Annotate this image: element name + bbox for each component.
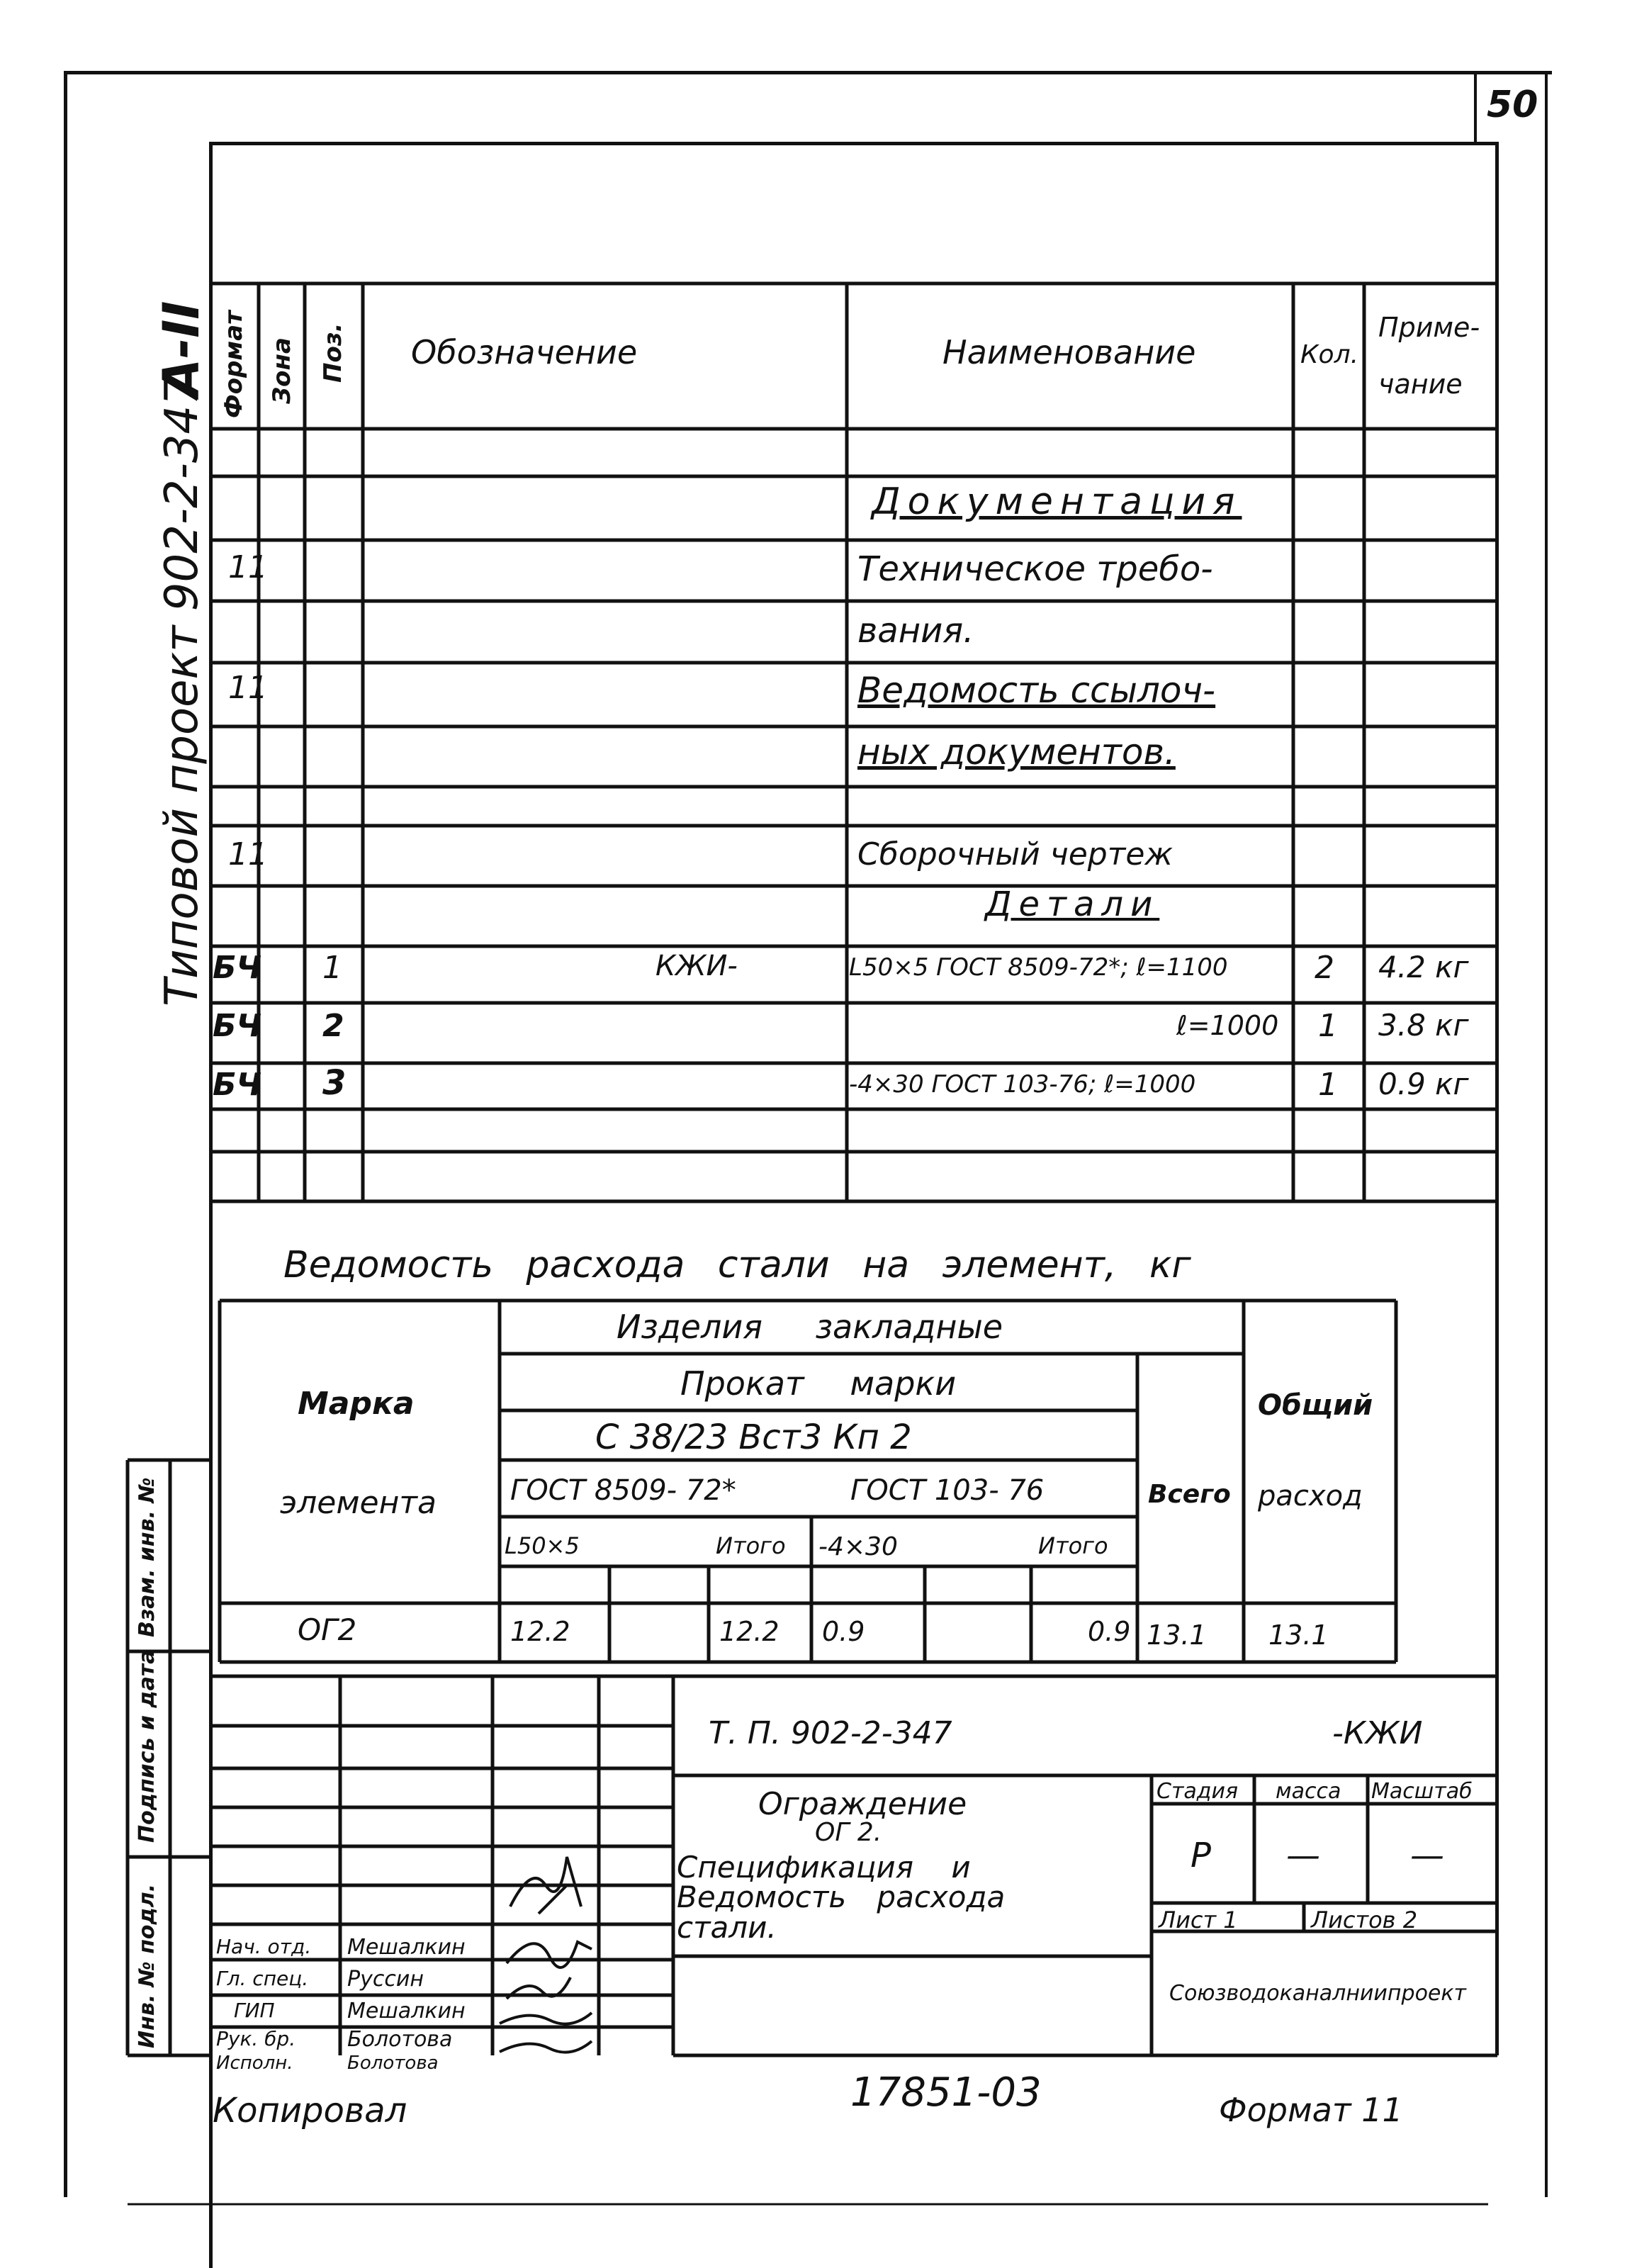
hdr-format: Формат [220, 310, 248, 418]
steel-row-v3: 12.2 [719, 1616, 780, 1647]
stamp-title-4: Ведомость расхода [677, 1880, 1006, 1914]
steel-itogo-2: Итого [1038, 1532, 1108, 1559]
stamp-scale: — [1410, 1836, 1444, 1875]
steel-products: Изделия закладные [617, 1308, 1003, 1346]
stamp-org: Союзводоканалниипроект [1169, 1981, 1466, 2006]
row-name: Техническое требо- [857, 549, 1213, 589]
row-name: Ведомость ссылоч- [857, 670, 1216, 711]
page-number: 50 [1487, 84, 1538, 126]
hdr-designation: Обозначение [411, 333, 638, 371]
stamp-sheets: Листов 2 [1311, 1907, 1418, 1933]
row-note: 0.9 кг [1378, 1067, 1469, 1101]
row-qty: 1 [1318, 1067, 1338, 1103]
stamp-mass: — [1286, 1836, 1320, 1875]
steel-sub-1: L50×5 [505, 1532, 580, 1559]
row-qty: 2 [1315, 950, 1334, 986]
row-format: 11 [228, 549, 268, 585]
copied-by: Копировал [213, 2091, 407, 2131]
row-format: 11 [228, 670, 268, 706]
steel-sub-2: -4×30 [818, 1532, 898, 1561]
stamp-title-5: стали. [677, 1910, 777, 1945]
stamp-role: Исполн. [216, 2053, 293, 2074]
stamp-person: Мешалкин [347, 1999, 466, 2023]
row-designation: КЖИ- [655, 950, 738, 982]
steel-row-mark: ОГ2 [298, 1612, 357, 1647]
stamp-role: Гл. спец. [216, 1967, 309, 1990]
stamp-code: Т. П. 902-2-347 [709, 1715, 952, 1751]
row-format: БЧ [213, 1067, 262, 1103]
row-format: БЧ [213, 950, 262, 986]
stamp-person: Болотова [347, 2027, 453, 2052]
side-label-replace: Взам. инв. № [135, 1477, 159, 1637]
row-pos: 1 [322, 950, 342, 986]
row-note: 3.8 кг [1378, 1008, 1469, 1043]
hdr-note-2: чание [1378, 369, 1463, 400]
steel-row-general: 13.1 [1268, 1619, 1329, 1651]
hdr-pos: Поз. [319, 322, 347, 383]
row-details-heading: Детали [985, 885, 1160, 924]
stamp-stage-label: Стадия [1157, 1779, 1239, 1804]
row-note: 4.2 кг [1378, 950, 1469, 984]
steel-total: Всего [1148, 1480, 1231, 1509]
row-name: Сборочный чертеж [857, 836, 1174, 872]
stamp-title-2: ОГ 2. [815, 1818, 882, 1847]
row-name: L50×5 ГОСТ 8509-72*; ℓ=1100 [849, 953, 1228, 982]
steel-mark-1: Марка [298, 1386, 415, 1422]
side-label-inv: Инв. № подл. [135, 1883, 159, 2048]
stamp-title-3: Спецификация и [677, 1850, 971, 1885]
row-doc-heading: Документация [872, 481, 1242, 523]
stamp-role: ГИП [234, 1999, 275, 2022]
side-label-sign: Подпись и дата [135, 1649, 159, 1843]
steel-general-1: Общий [1258, 1389, 1373, 1422]
hdr-note-1: Приме- [1378, 312, 1480, 343]
album-mark: А-II [152, 301, 210, 397]
format-label: Формат 11 [1219, 2091, 1403, 2129]
stamp-sheet: Лист 1 [1159, 1907, 1238, 1933]
steel-mark-2: элемента [280, 1485, 437, 1521]
row-format: БЧ [213, 1008, 262, 1044]
steel-rolled: Прокат марки [680, 1364, 957, 1403]
hdr-name: Наименование [942, 333, 1196, 371]
row-pos: 3 [322, 1063, 347, 1103]
stamp-stage: Р [1191, 1836, 1211, 1875]
steel-general-2: расход [1258, 1480, 1363, 1512]
vertical-title: Типовой проект 902-2-347 [156, 376, 208, 1006]
stamp-role: Нач. отд. [216, 1935, 312, 1958]
steel-row-v1: 12.2 [510, 1616, 570, 1647]
row-name: вания. [857, 611, 974, 651]
row-pos: 2 [322, 1008, 344, 1044]
steel-row-v4: 0.9 [822, 1616, 865, 1647]
hdr-zone: Зона [268, 337, 296, 404]
row-name: ных документов. [857, 731, 1176, 773]
steel-title: Ведомость расхода стали на элемент, кг [283, 1244, 1191, 1286]
row-name: ℓ=1000 [1176, 1010, 1279, 1041]
archive-number: 17851-03 [850, 2070, 1042, 2116]
stamp-person: Мешалкин [347, 1935, 466, 1960]
row-format: 11 [228, 836, 268, 872]
stamp-person: Руссин [347, 1967, 424, 1992]
stamp-person: Болотова [347, 2053, 439, 2074]
steel-gost-2: ГОСТ 103- 76 [850, 1474, 1045, 1507]
stamp-role: Рук. бр. [216, 2027, 296, 2050]
stamp-mass-label: масса [1276, 1779, 1341, 1804]
stamp-scale-label: Масштаб [1371, 1779, 1473, 1804]
stamp-suffix: -КЖИ [1332, 1715, 1423, 1751]
steel-row-total: 13.1 [1147, 1619, 1207, 1651]
steel-itogo-1: Итого [716, 1532, 786, 1559]
steel-gost-1: ГОСТ 8509- 72* [510, 1474, 736, 1507]
steel-row-v6: 0.9 [1088, 1616, 1131, 1647]
row-name: -4×30 ГОСТ 103-76; ℓ=1000 [849, 1070, 1196, 1099]
stamp-title-1: Ограждение [758, 1786, 967, 1822]
hdr-qty: Кол. [1300, 340, 1359, 369]
row-qty: 1 [1318, 1008, 1338, 1044]
steel-grade: С 38/23 Вст3 Кп 2 [595, 1418, 912, 1457]
